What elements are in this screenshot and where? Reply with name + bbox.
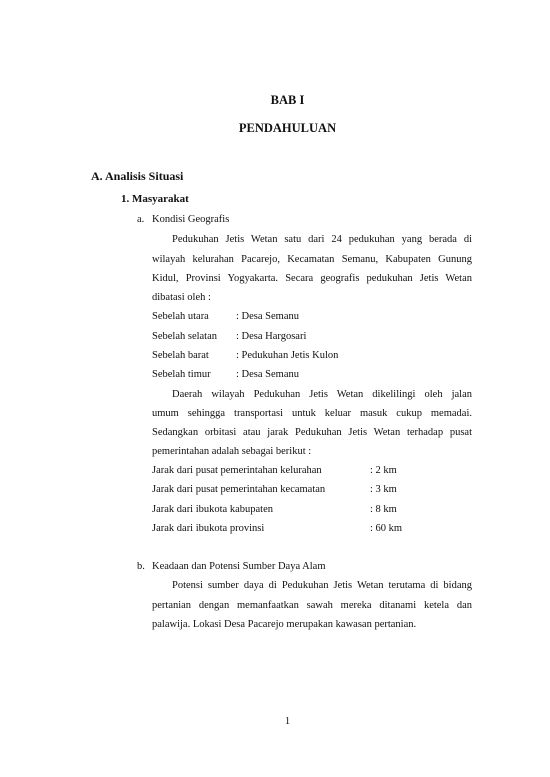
distance-row: [152, 504, 472, 520]
distance-value: : 2 km: [370, 465, 397, 476]
section-heading: A. Analisis Situasi: [91, 169, 184, 183]
distance-row: [152, 523, 472, 539]
para-b1-line-1: Potensi sumber daya di Pedukuhan Jetis Wetan terutama di bidang: [172, 580, 472, 591]
chapter-title: PENDAHULUAN: [238, 121, 337, 135]
border-label: Sebelah selatan: [152, 331, 218, 342]
para-b1-line-3: palawija. Lokasi Desa Pacarejo merupakan kawasan pertanian.: [152, 619, 417, 630]
para-b1-line-2: pertanian dengan memanfaatkan sawah mereka ditanami ketela dan: [152, 600, 472, 611]
distance-label: Jarak dari ibukota provinsi: [152, 523, 265, 534]
border-value: : Pedukuhan Jetis Kulon: [236, 350, 339, 361]
para-a2-line-4: pemerintahan adalah sebagai berikut :: [152, 446, 312, 457]
distance-label: Jarak dari pusat pemerintahan kecamatan: [152, 484, 326, 495]
para-a1-line-1: Pedukuhan Jetis Wetan satu dari 24 pedukuhan yang berada di: [172, 234, 472, 245]
border-row-east: [152, 369, 472, 385]
border-row-west: [152, 350, 472, 366]
border-value: : Desa Semanu: [236, 369, 299, 380]
subsection-heading: 1. Masyarakat: [121, 193, 189, 205]
item-b-marker: b.: [137, 561, 145, 572]
page-number: 1: [284, 716, 291, 727]
distance-row: [152, 484, 472, 500]
item-a-title: Kondisi Geografis: [152, 214, 230, 225]
border-row-south: [152, 331, 472, 347]
distance-value: : 8 km: [370, 504, 397, 515]
border-label: Sebelah utara: [152, 311, 209, 322]
distance-label: Jarak dari pusat pemerintahan kelurahan: [152, 465, 322, 476]
border-label: Sebelah timur: [152, 369, 211, 380]
border-value: : Desa Hargosari: [236, 331, 307, 342]
border-label: Sebelah barat: [152, 350, 209, 361]
distance-label: Jarak dari ibukota kabupaten: [152, 504, 273, 515]
item-b-title: Keadaan dan Potensi Sumber Daya Alam: [152, 561, 326, 572]
para-a1-line-2: wilayah kelurahan Pacarejo, Kecamatan Semanu, Kabupaten Gunung: [152, 254, 472, 265]
distance-value: : 3 km: [370, 484, 397, 495]
border-row-north: [152, 311, 472, 327]
border-value: : Desa Semanu: [236, 311, 299, 322]
para-a2-line-1: Daerah wilayah Pedukuhan Jetis Wetan dikelilingi oleh jalan: [172, 389, 472, 400]
para-a1-line-3: Kidul, Provinsi Yogyakarta. Secara geografis pedukuhan Jetis Wetan: [152, 273, 472, 284]
item-a-marker: a.: [137, 214, 145, 225]
para-a2-line-3: Sedangkan orbitasi atau jarak Pedukuhan Jetis Wetan terhadap pusat: [152, 427, 472, 438]
chapter-number: BAB I: [270, 93, 305, 107]
distance-value: : 60 km: [370, 523, 403, 534]
distance-row: [152, 465, 472, 481]
para-a1-line-4: dibatasi oleh :: [152, 292, 211, 303]
para-a2-line-2: umum sehingga transportasi untuk keluar masuk cukup memadai.: [152, 408, 472, 419]
